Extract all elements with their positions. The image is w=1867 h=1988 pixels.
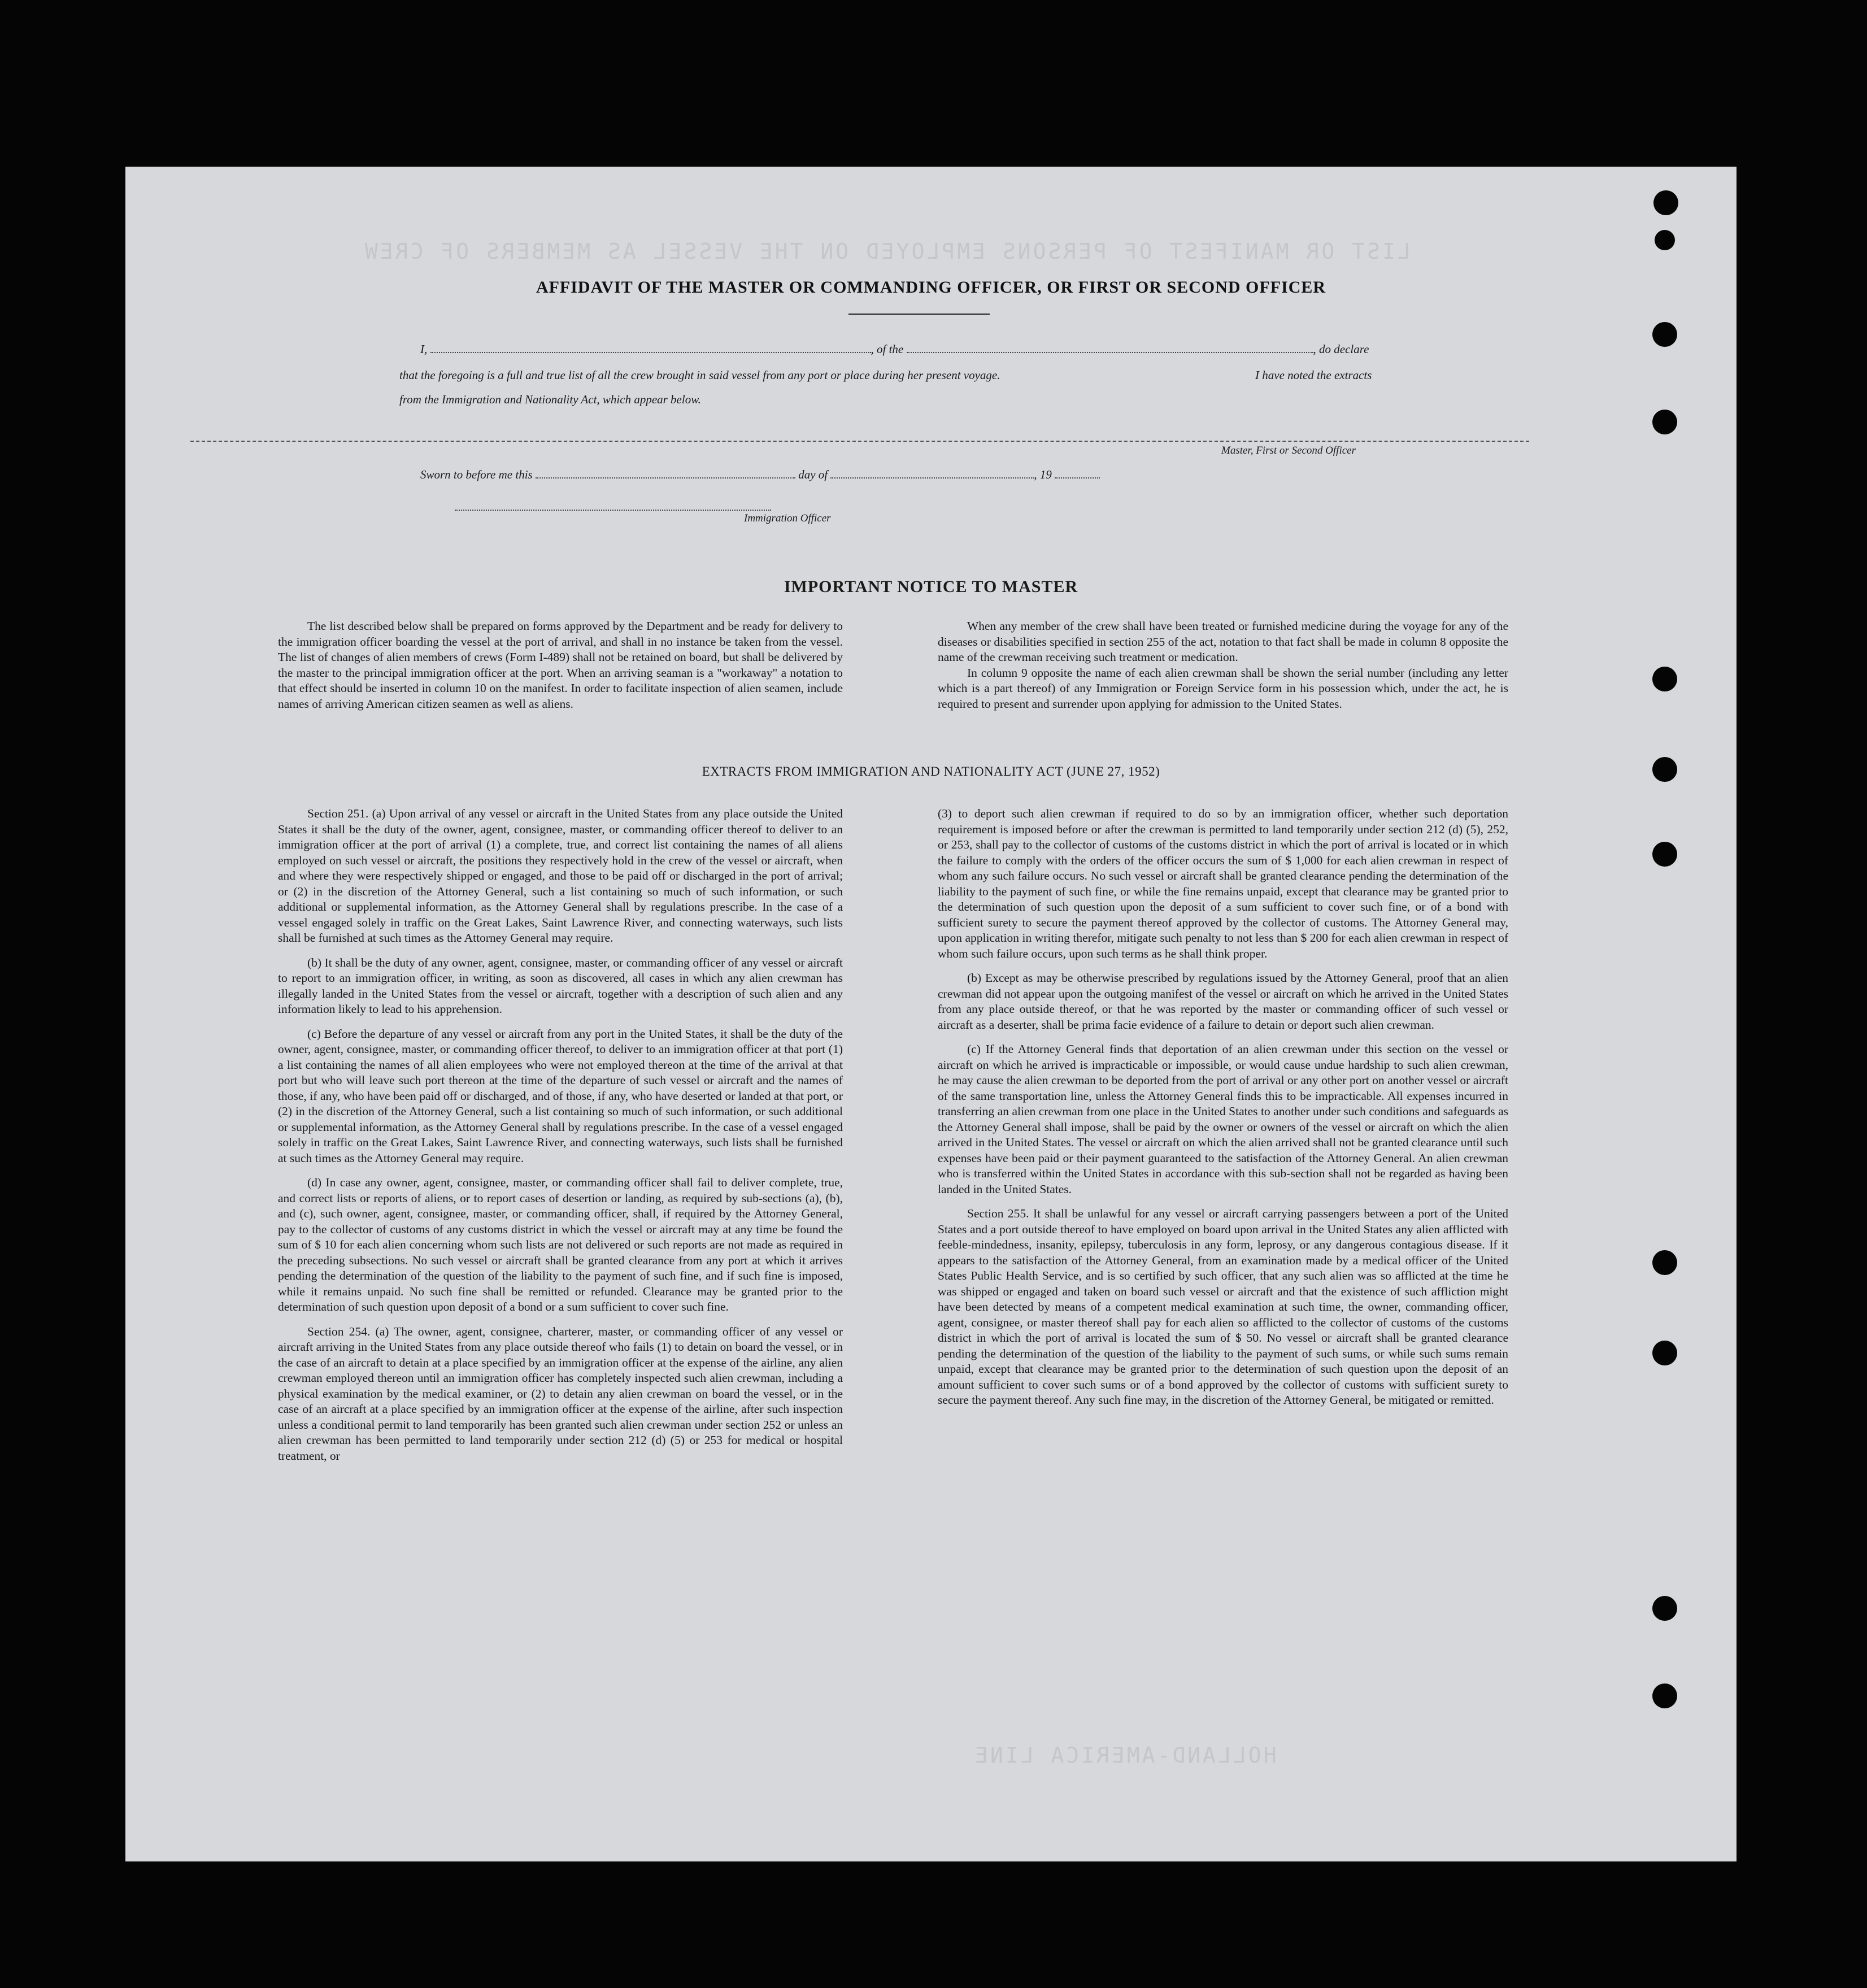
punch-hole bbox=[1652, 1684, 1677, 1708]
bleed-through-heading: LIST OR MANIFEST OF PERSONS EMPLOYED ON THE VESSEL AS MEMBERS OF CREW bbox=[363, 239, 1411, 264]
punch-hole bbox=[1652, 1596, 1677, 1621]
section-paragraph: (3) to deport such alien crewman if required to do so by an immigration officer, whether such deportation requirement is imposed before or after the crewman is permitted to land temporarily under section 212 (d) (5), 252, or 253, shall pay to the collector of customs of the customs district in which the port of arrival is located or in which the failure to comply with the orders of the officer occurs the sum of $ 1,000 for each alien crewman in respect of whom any such failure occurs. No such vessel or aircraft shall be granted clearance pending the determination of the liability to the payment of such fine, or while the fine remains unpaid, except that clearance may be granted prior to the determination of such question upon the deposit of a sum sufficient to cover such fine, or of a bond with sufficient surety to secure the payment thereof approved by the collector of customs. The Attorney General may, upon application in writing therefor, mitigate such penalty to not less than $ 200 for each alien crewman in respect of whom such failure occurs, upon such terms as he shall think proper. bbox=[938, 807, 1508, 960]
signature-line bbox=[190, 441, 1529, 442]
extracts-right-column bbox=[938, 806, 1508, 1417]
section-paragraph: (b) It shall be the duty of any owner, agent, consignee, master, or commanding officer of any vessel or aircraft to report to an immigration officer, in writing, as soon as discovered, all cases in which any alien crewman has illegally landed in the United States from the vessel or aircraft, together with a description of such alien and any information likely to lead to his apprehension. bbox=[278, 955, 843, 1016]
affidavit-line-1: I, , of the , do declare bbox=[420, 342, 1369, 356]
notice-title: IMPORTANT NOTICE TO MASTER bbox=[784, 577, 1078, 596]
section-paragraph: (c) If the Attorney General finds that deportation of an alien crewman under this section on the vessel or aircraft on which he arrived is impracticable or impossible, or would cause undue hardship to such alien crewman, he may cause the alien crewman to be deported from the port of arrival or any other port on another vessel or aircraft of the same transportation line, unless the Attorney General finds this to be impracticable. All expenses incurred in transferring an alien crewman from one place in the United States to another under such conditions and safeguards as the Attorney General shall impose, shall be paid by the owner or owners of the vessel or aircraft on which the alien arrived in the United States. The vessel or aircraft on which the alien arrived shall not be granted clearance until such expenses have been paid or their payment guaranteed to the satisfaction of the Attorney General. An alien crewman who is transferred within the United States in accordance with this sub-section shall not be regarded as having been landed in the United States. bbox=[938, 1042, 1508, 1196]
section-paragraph: (b) Except as may be otherwise prescribed by regulations issued by the Attorney General, proof that an alien crewman did not appear upon the outgoing manifest of the vessel or aircraft on which he arrived in the United States from any place outside thereof, or that he was reported by the master or commanding officer of such vessel or aircraft as a deserter, shall be prima facie evidence of a failure to detain or deport such alien crewman. bbox=[938, 971, 1508, 1032]
punch-hole bbox=[1652, 410, 1677, 434]
bleed-through-footer: HOLLAND-AMERICA LINE bbox=[973, 1743, 1277, 1768]
punch-hole bbox=[1653, 190, 1678, 215]
title-rule bbox=[848, 314, 990, 315]
punch-hole bbox=[1652, 322, 1677, 347]
notice-right-column bbox=[938, 619, 1508, 721]
punch-hole bbox=[1652, 1250, 1677, 1275]
extracts-title: EXTRACTS FROM IMMIGRATION AND NATIONALITY ACT (JUNE 27, 1952) bbox=[702, 764, 1160, 778]
affidavit-line-2-right: I have noted the extracts bbox=[1255, 368, 1372, 382]
section-paragraph: Section 254. (a) The owner, agent, consignee, charterer, master, or commanding officer of any vessel or aircraft arriving in the United States from any place outside thereof who fails (1) to detain on board the vessel, or in the case of an aircraft to detain at a place specified by an immigration officer at the expense of the airline, any alien crewman employed thereon until an immigration officer has completely inspected such alien crewman, including a physical examination by the medical examiner, or (2) to detain any alien crewman on board the vessel, or in the case of an aircraft at a place specified by an immigration officer at the expense of the airline, after such inspection unless a conditional permit to land temporarily has been granted such alien crewman under section 252 or unless an alien crewman has been permitted to land temporarily under section 212 (d) (5) or 253 for medical or hospital treatment, or bbox=[278, 1324, 843, 1463]
officer-signature-line bbox=[455, 510, 771, 511]
section-paragraph: Section 251. (a) Upon arrival of any vessel or aircraft in the United States from any place outside the United States it shall be the duty of the owner, agent, consignee, master, or commanding officer thereof to deliver to an immigration officer at the port of arrival (1) a complete, true, and correct list containing the names of all aliens employed on such vessel or aircraft, the positions they respectively hold in the crew of the vessel or aircraft, when and where they were respectively shipped or engaged, and those to be paid off or discharged in the port of arrival; or (2) in the discretion of the Attorney General, such a list containing so much of such information, or such additional or supplemental information, as the Attorney General shall by regulations prescribe. In the case of a vessel engaged solely in traffic on the Great Lakes, Saint Lawrence River, and connecting waterways, such lists shall be furnished at such times as the Attorney General may require. bbox=[278, 807, 843, 945]
extracts-left-column bbox=[278, 806, 843, 1473]
section-paragraph: (c) Before the departure of any vessel or aircraft from any port in the United States, it shall be the duty of the owner, agent, consignee, master, or commanding officer thereof, to deliver to an immigration officer at that port (1) a list containing the names of all alien employees who were not employed thereon at the time of the arrival at that port but who will leave such port thereon at the time of the departure of such vessel or aircraft and the names of those, if any, who have been paid off or discharged, and of those, if any, who have deserted or landed at that port, or (2) in the discretion of the Attorney General, such a list containing so much of such information, or such additional or supplemental information, as the Attorney General shall by regulations prescribe. In the case of a vessel engaged solely in traffic on the Great Lakes, Saint Lawrence River, and connecting waterways, such lists shall be furnished at such times as the Attorney General may require. bbox=[278, 1026, 843, 1165]
punch-hole bbox=[1652, 1341, 1677, 1365]
notice-left-column bbox=[278, 619, 843, 721]
punch-hole bbox=[1652, 667, 1677, 691]
notice-paragraph: When any member of the crew shall have been treated or furnished medicine during the voyage for any of the diseases or disabilities specified in section 255 of the act, notation to that fact shall be made in column 8 opposite the name of the crewman receiving such treatment or medication. bbox=[938, 619, 1508, 664]
punch-hole bbox=[1652, 842, 1677, 867]
affidavit-line-3: from the Immigration and Nationality Act, which appear below. bbox=[399, 393, 701, 406]
notice-paragraph: The list described below shall be prepared on forms approved by the Department and be ready for delivery to the immigration officer boarding the vessel at the port of arrival, and shall in no instance be taken from the vessel. The list of changes of alien members of crews (Form I-489) shall not be retained on board, but shall be delivered by the master to the principal immigration officer at the port. When an arriving seaman is a "workaway" a notation to that effect should be inserted in column 10 on the manifest. In order to facilitate inspection of alien seamen, include names of arriving American citizen seamen as well as aliens. bbox=[278, 619, 843, 711]
section-paragraph: Section 255. It shall be unlawful for any vessel or aircraft carrying passengers between a port of the United States and a port outside thereof to have employed on board upon arrival in the United States any alien afflicted with feeble-mindedness, insanity, epilepsy, tuberculosis in any form, leprosy, or any dangerous contagious disease. If it appears to the satisfaction of the Attorney General, from an examination made by a medical officer of the United States Public Health Service, and is so certified by such officer, that any such alien was so afflicted at the time he was shipped or engaged and taken on board such vessel or aircraft and that the existence of such affliction might have been detected by means of a competent medical examination at such time, the owner, commanding officer, agent, consignee, or master thereof shall pay for each alien so afflicted to the collector of customs of the customs district in which the port of arrival is located the sum of $ 50. No vessel or aircraft shall be granted clearance pending the determination of the question of the liability to the payment of such sums, or while such sums remain unpaid, except that clearance may be granted prior to the determination of such question upon the deposit of an amount sufficient to cover such sums or of a bond approved by the collector of customs with sufficient surety to secure the payment thereof. Any such fine may, in the discretion of the Attorney General, be mitigated or remitted. bbox=[938, 1207, 1508, 1407]
officer-caption: Immigration Officer bbox=[744, 512, 831, 524]
affidavit-title: AFFIDAVIT OF THE MASTER OR COMMANDING OFFICER, OR FIRST OR SECOND OFFICER bbox=[536, 278, 1326, 297]
master-caption: Master, First or Second Officer bbox=[1221, 445, 1356, 456]
sworn-line: Sworn to before me this day of , 19 bbox=[420, 467, 1100, 482]
affidavit-line-2: that the foregoing is a full and true list of all the crew brought in said vessel from any port or place during her present voyage. bbox=[399, 368, 1000, 382]
notice-paragraph: In column 9 opposite the name of each alien crewman shall be shown the serial number (including any letter which is a part thereof) of any Immigration or Foreign Service form in his possession which, under the act, he is required to present and surrender upon applying for admission to the United States. bbox=[938, 665, 1508, 711]
document-page bbox=[125, 167, 1737, 1861]
section-paragraph: (d) In case any owner, agent, consignee, master, or commanding officer shall fail to deliver complete, true, and correct lists or reports of aliens, or to report cases of desertion or landing, as required by sub-sections (a), (b), and (c), such owner, agent, consignee, master, or commanding officer, shall, if required by the Attorney General, pay to the collector of customs of any customs district in which the vessel or aircraft may at any time be found the sum of $ 10 for each alien concerning whom such lists are not delivered or such reports are not made as required in the preceding subsections. No such vessel or aircraft shall be granted clearance from any port at which it arrives pending the determination of the question of the liability to the payment of such fine, and if such fine is imposed, while it remains unpaid. No such fine shall be remitted or refunded. Clearance may be granted prior to the determination of such question upon deposit of a bond or a sum sufficient to cover such fine. bbox=[278, 1176, 843, 1313]
punch-hole bbox=[1655, 230, 1675, 250]
